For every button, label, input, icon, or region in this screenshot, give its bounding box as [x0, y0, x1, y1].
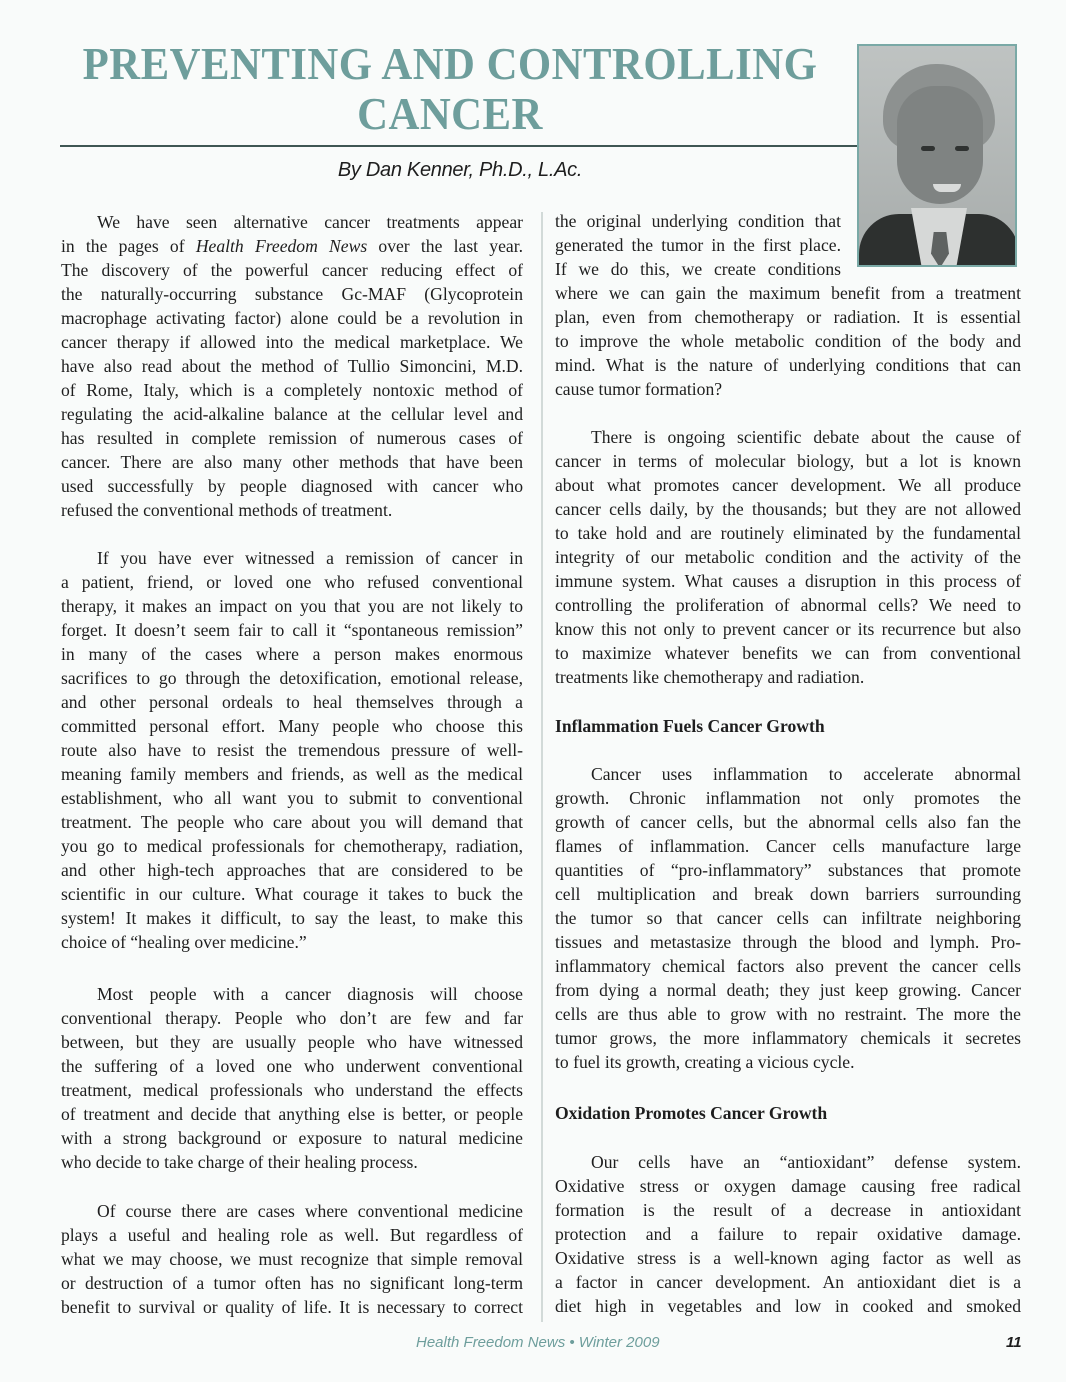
- text-line: tissues and metastasize through the blood and lymph. Pro-: [555, 932, 1021, 952]
- text-line: benefit to survival or quality of life. It is necessary to correct: [61, 1297, 523, 1317]
- text-line: treatments like chemotherapy and radiation.: [555, 667, 865, 687]
- text-line: cancer cells daily, by the thousands; but they are not allowed: [555, 499, 1021, 519]
- text-span: over the last year.: [367, 236, 523, 256]
- text-line: where we can gain the maximum benefit from a treatment: [555, 283, 1021, 303]
- text-line: macrophage activating factor) alone could be a revolution in: [61, 308, 523, 328]
- text-line: diet high in vegetables and low in cooked and smoked: [555, 1296, 1021, 1316]
- text-line: Oxidative stress is a well-known aging factor as well as: [555, 1248, 1021, 1268]
- section-heading-inflammation: Inflammation Fuels Cancer Growth: [555, 716, 825, 736]
- text-line: If we do this, we create conditions: [555, 259, 841, 279]
- text-line: what we may choose, we must recognize that simple removal: [61, 1249, 523, 1269]
- text-line: cancer in terms of molecular biology, but a lot is known: [555, 451, 1021, 471]
- text-line: tumor grows, the more inflammatory chemicals it secretes: [555, 1028, 1021, 1048]
- page-number: 11: [1006, 1334, 1022, 1351]
- text-line: quantities of “pro-inflammatory” substances that promote: [555, 860, 1021, 880]
- photo-eye-right: [955, 146, 969, 151]
- text-line: immune system. What causes a disruption in this process of: [555, 571, 1021, 591]
- text-line: cause tumor formation?: [555, 379, 723, 399]
- text-line: establishment, who all want you to submit to conventional: [61, 788, 523, 808]
- text-line: Our cells have an “antioxidant” defense system.: [591, 1152, 1021, 1172]
- text-line: who decide to take charge of their healing process.: [61, 1152, 418, 1172]
- text-line: forget. It doesn’t seem fair to call it “spontaneous remission”: [61, 620, 523, 640]
- text-line: the naturally-occurring substance Gc-MAF (Glycoprotein: [61, 284, 523, 304]
- text-line: treatment, medical professionals who understand the effects: [61, 1080, 523, 1100]
- text-span: in the pages of: [61, 236, 196, 256]
- text-line: from dying a normal death; they just keep growing. Cancer: [555, 980, 1021, 1000]
- text-line: If you have ever witnessed a remission of cancer in: [97, 548, 523, 568]
- text-line: the tumor so that cancer cells can infiltrate neighboring: [555, 908, 1021, 928]
- text-line: to take hold and are routinely eliminated by the fundamental: [555, 523, 1021, 543]
- text-line: flames of inflammation. Cancer cells manufacture large: [555, 836, 1021, 856]
- text-line: you go to medical professionals for chemotherapy, radiation,: [61, 836, 523, 856]
- text-line: cancer. There are also many other methods that have been: [61, 452, 523, 472]
- text-line: cells are thus able to grow with no restraint. The more the: [555, 1004, 1021, 1024]
- text-line: a factor in cancer development. An antioxidant diet is a: [555, 1272, 1021, 1292]
- section-heading-oxidation: Oxidation Promotes Cancer Growth: [555, 1103, 828, 1123]
- footer-publication: Health Freedom News • Winter 2009: [416, 1334, 660, 1351]
- text-line: conventional therapy. People who don’t are few and far: [61, 1008, 523, 1028]
- text-line: committed personal effort. Many people who choose this: [61, 716, 523, 736]
- text-line: route also have to resist the tremendous pressure of well-: [61, 740, 523, 760]
- text-line: about what promotes cancer development. We all produce: [555, 475, 1021, 495]
- text-line: The discovery of the powerful cancer reducing effect of: [61, 260, 523, 280]
- column-divider: [541, 212, 543, 1322]
- text-line: or destruction of a tumor often has no significant long-term: [61, 1273, 523, 1293]
- text-line: regulating the acid-alkaline balance at the cellular level and: [61, 404, 523, 424]
- text-line: therapy, it makes an impact on you that you are not likely to: [61, 596, 523, 616]
- text-line: a patient, friend, or loved one who refused conventional: [61, 572, 523, 592]
- text-line: plan, even from chemotherapy or radiation. It is essential: [555, 307, 1021, 327]
- text-line: refused the conventional methods of treatment.: [61, 500, 393, 520]
- text-line: used successfully by people diagnosed with cancer who: [61, 476, 523, 496]
- text-line: growth. Chronic inflammation not only promotes the: [555, 788, 1021, 808]
- text-line: sacrifices to go through the detoxification, emotional release,: [61, 668, 523, 688]
- text-line: to improve the whole metabolic condition of the body and: [555, 331, 1021, 351]
- author-byline: By Dan Kenner, Ph.D., L.Ac.: [337, 159, 583, 181]
- text-line: We have seen alternative cancer treatments appear: [97, 212, 523, 232]
- author-photo: [857, 44, 1017, 267]
- text-line: choice of “healing over medicine.”: [61, 932, 307, 952]
- text-line: and other personal ordeals to heal themselves through a: [61, 692, 523, 712]
- text-line: cell multiplication and break down barriers surrounding: [555, 884, 1021, 904]
- text-line: the original underlying condition that: [555, 211, 841, 231]
- text-line: Most people with a cancer diagnosis will choose: [97, 984, 523, 1004]
- text-line: controlling the proliferation of abnormal cells? We need to: [555, 595, 1021, 615]
- text-line: Oxidative stress or oxygen damage causing free radical: [555, 1176, 1021, 1196]
- text-line: mind. What is the nature of underlying conditions that can: [555, 355, 1021, 375]
- text-line: treatment. The people who care about you will demand that: [61, 812, 523, 832]
- text-line: protection and a failure to repair oxidative damage.: [555, 1224, 1021, 1244]
- text-line: scientific in our culture. What courage it takes to buck the: [61, 884, 523, 904]
- photo-smile: [933, 184, 961, 192]
- text-line: between, but they are usually people who have witnessed: [61, 1032, 523, 1052]
- text-line: with a strong background or exposure to natural medicine: [61, 1128, 523, 1148]
- text-line: inflammatory chemical factors also prevent the cancer cells: [555, 956, 1021, 976]
- text-line: the suffering of a loved one who underwent conventional: [61, 1056, 523, 1076]
- text-line: plays a useful and healing role as well. But regardless of: [61, 1225, 523, 1245]
- text-line: Cancer uses inflammation to accelerate abnormal: [591, 764, 1021, 784]
- text-line: of Rome, Italy, which is a completely nontoxic method of: [61, 380, 523, 400]
- text-line: meaning family members and friends, as well as the medical: [61, 764, 523, 784]
- text-line: of treatment and decide that anything else is better, or people: [61, 1104, 523, 1124]
- text-line: have also read about the method of Tullio Simoncini, M.D.: [61, 356, 523, 376]
- text-line: in many of the cases where a person makes enormous: [61, 644, 523, 664]
- text-line: system! It makes it difficult, to say the least, to make this: [61, 908, 523, 928]
- text-line: formation is the result of a decrease in antioxidant: [555, 1200, 1021, 1220]
- text-line: There is ongoing scientific debate about the cause of: [591, 427, 1021, 447]
- article-title-line-2: CANCER: [357, 88, 543, 139]
- text-line: cancer therapy if allowed into the medical marketplace. We: [61, 332, 523, 352]
- text-line: generated the tumor in the first place.: [555, 235, 841, 255]
- photo-eye-left: [921, 146, 935, 151]
- text-line: growth of cancer cells, but the abnormal cells also fan the: [555, 812, 1021, 832]
- text-line: and other high-tech approaches that are considered to be: [61, 860, 523, 880]
- text-line: know this not only to prevent cancer or its recurrence but also: [555, 619, 1021, 639]
- text-line: [61, 234, 523, 258]
- text-line: has resulted in complete remission of numerous cases of: [61, 428, 523, 448]
- article-title-line-1: PREVENTING AND CONTROLLING: [82, 38, 818, 89]
- publication-name-italic: Health Freedom News: [195, 236, 368, 256]
- text-line: to maximize whatever benefits we can from conventional: [555, 643, 1021, 663]
- text-line: to fuel its growth, creating a vicious cycle.: [555, 1052, 855, 1072]
- text-line: integrity of our metabolic condition and the activity of the: [555, 547, 1021, 567]
- text-line: Of course there are cases where conventional medicine: [97, 1201, 523, 1221]
- title-divider-rule: [60, 145, 860, 147]
